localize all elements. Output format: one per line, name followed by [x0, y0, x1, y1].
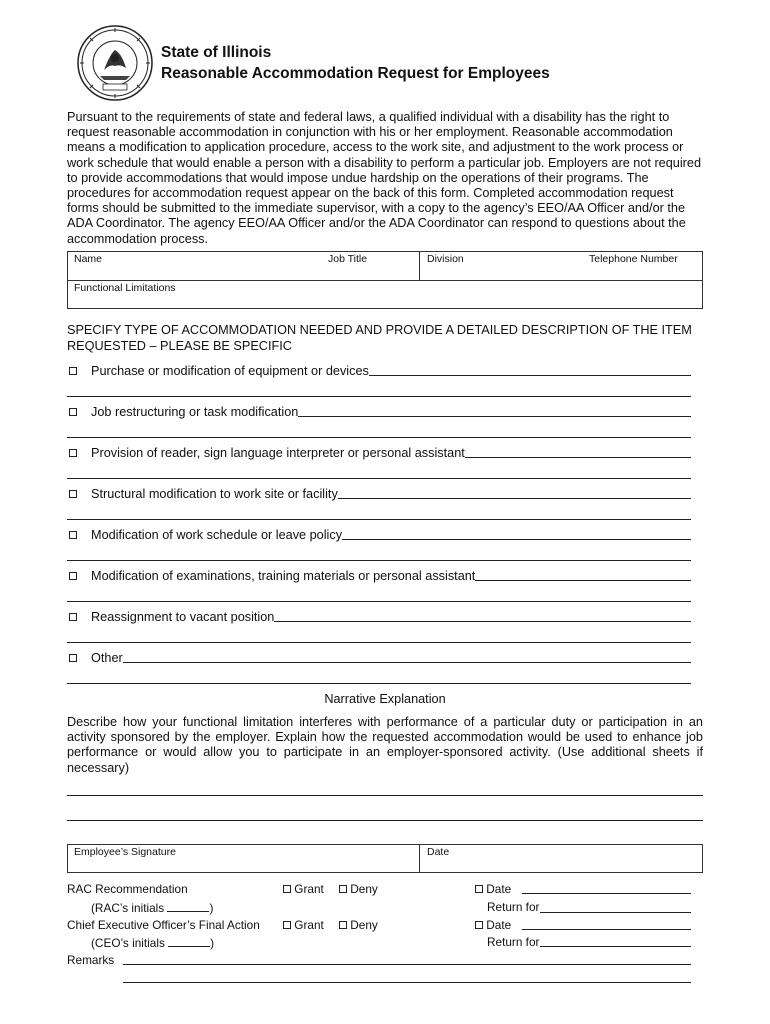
rac-return-for-line[interactable] — [540, 912, 691, 913]
option-equipment[interactable]: Purchase or modification of equipment or devices — [67, 364, 691, 378]
checkbox[interactable] — [475, 885, 483, 893]
checkbox[interactable] — [69, 654, 77, 662]
signature-date-field[interactable]: Date — [427, 846, 450, 858]
rac-recommendation-label: RAC Recommendation — [67, 882, 188, 896]
telephone-field[interactable]: Telephone Number — [589, 253, 678, 265]
checkbox[interactable] — [69, 572, 77, 580]
form-title: Reasonable Accommodation Request for Employees — [161, 65, 550, 82]
answer-line[interactable] — [67, 519, 691, 520]
rac-date-line[interactable] — [522, 893, 691, 894]
answer-line[interactable] — [67, 601, 691, 602]
option-work-schedule[interactable]: Modification of work schedule or leave policy — [67, 528, 691, 542]
option-examinations[interactable]: Modification of examinations, training materials or personal assistant — [67, 569, 691, 583]
ceo-action-label: Chief Executive Officer’s Final Action — [67, 918, 260, 932]
option-reader-interpreter[interactable]: Provision of reader, sign language interpreter or personal assistant — [67, 446, 691, 460]
checkbox[interactable] — [69, 490, 77, 498]
checkbox[interactable] — [69, 531, 77, 539]
option-reassignment[interactable]: Reassignment to vacant position — [67, 610, 691, 624]
ceo-grant-option[interactable]: Grant — [283, 918, 324, 932]
division-field[interactable]: Division — [427, 253, 464, 265]
info-col-divider — [419, 251, 420, 280]
rac-date-option[interactable]: Date — [475, 882, 511, 896]
answer-line[interactable] — [67, 437, 691, 438]
rac-initials[interactable]: (RAC’s initials ) — [91, 901, 214, 915]
checkbox[interactable] — [283, 885, 291, 893]
option-structural-modification[interactable]: Structural modification to work site or facility — [67, 487, 691, 501]
checkbox[interactable] — [69, 613, 77, 621]
answer-line[interactable] — [67, 478, 691, 479]
employee-signature-field[interactable]: Employee’s Signature — [74, 846, 176, 858]
checkbox[interactable] — [283, 921, 291, 929]
narrative-instructions: Describe how your functional limitation interferes with performance of a particular duty or participation in an activity sponsored by the employer. Explain how the requested accommodation would be used to enhance job performance or would allow you to participate in an employer-sponsored activity. (Use additional sheets if necessary) — [67, 715, 703, 775]
intro-paragraph: Pursuant to the requirements of state and federal laws, a qualified individual with a disability has the right to request reasonable accommodation in conjunction with his or her employment. Reasonable accommodation means a modification to application procedure, access to the work site, and adjustment to the work process or work schedule that would enable a person with a disability to perform a particular job. Employers are not required to provide accommodations that would impose undue hardship on the operations of their programs. The procedures for accommodation request appear on the back of this form. Completed accommodation request forms should be submitted to the immediate supervisor, with a copy to the agency’s EEO/AA Officer and/or the ADA Coordinator. The agency EEO/AA Officer and/or the ADA Coordinator can respond to questions about the accommodation process. — [67, 110, 702, 246]
ceo-date-line[interactable] — [522, 929, 691, 930]
signature-col-divider — [419, 844, 420, 873]
ceo-return-for-label: Return for — [487, 935, 540, 949]
ceo-deny-option[interactable]: Deny — [339, 918, 378, 932]
option-job-restructuring[interactable]: Job restructuring or task modification — [67, 405, 691, 419]
name-field[interactable]: Name — [74, 253, 103, 265]
option-other[interactable]: Other — [67, 651, 691, 665]
functional-limitations-field[interactable]: Functional Limitations — [74, 282, 176, 294]
answer-line[interactable] — [67, 642, 691, 643]
checkbox[interactable] — [475, 921, 483, 929]
info-row-divider — [67, 280, 703, 281]
form-title-state: State of Illinois — [161, 44, 272, 61]
remarks-label: Remarks — [67, 953, 115, 967]
ceo-return-for-line[interactable] — [540, 946, 691, 947]
checkbox[interactable] — [339, 885, 347, 893]
job-title-field[interactable]: Job Title — [328, 253, 368, 265]
checkbox[interactable] — [69, 449, 77, 457]
ceo-initials[interactable]: (CEO’s initials ) — [91, 936, 215, 950]
answer-line[interactable] — [67, 560, 691, 561]
remarks-line[interactable] — [123, 964, 691, 965]
specify-heading: SPECIFY TYPE OF ACCOMMODATION NEEDED AND PROVIDE A DETAILED DESCRIPTION OF THE ITEM REQUESTED – PLEASE BE SPECIFIC — [67, 323, 692, 353]
rac-return-for-label: Return for — [487, 900, 540, 914]
checkbox[interactable] — [69, 367, 77, 375]
rac-deny-option[interactable]: Deny — [339, 882, 378, 896]
answer-line[interactable] — [67, 396, 691, 397]
narrative-heading: Narrative Explanation — [324, 692, 446, 706]
checkbox[interactable] — [339, 921, 347, 929]
remarks-line[interactable] — [123, 982, 691, 983]
ceo-date-option[interactable]: Date — [475, 918, 511, 932]
narrative-line[interactable] — [67, 795, 703, 796]
narrative-line[interactable] — [67, 820, 703, 821]
state-seal-logo — [76, 24, 154, 102]
rac-grant-option[interactable]: Grant — [283, 882, 324, 896]
answer-line[interactable] — [67, 683, 691, 684]
checkbox[interactable] — [69, 408, 77, 416]
